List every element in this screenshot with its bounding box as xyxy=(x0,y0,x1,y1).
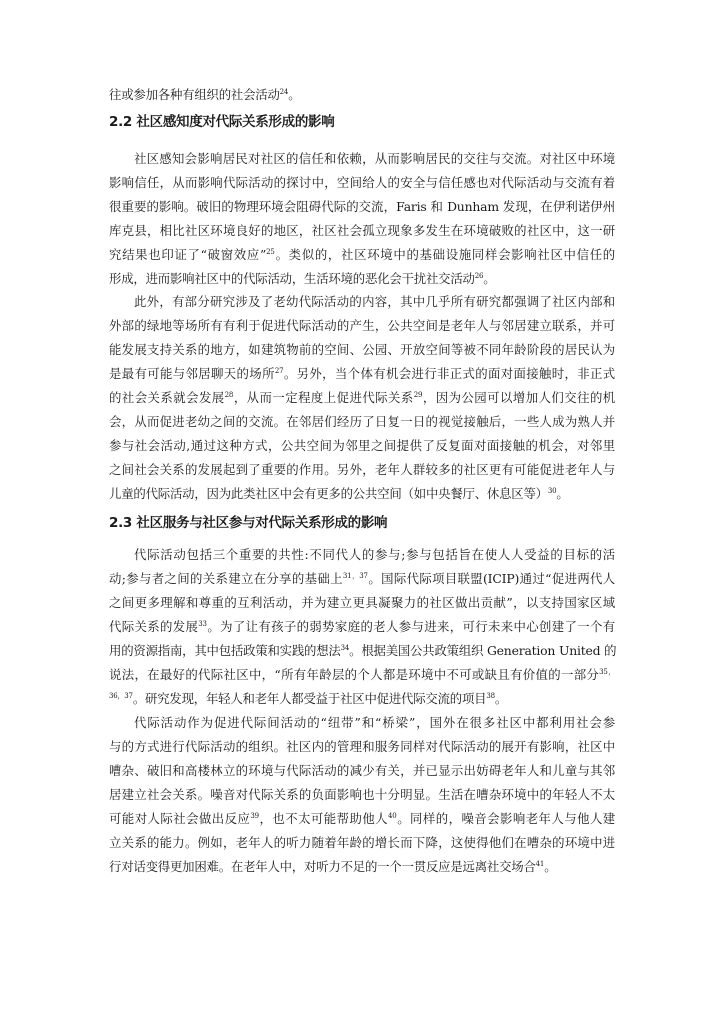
citation-ref: 26 xyxy=(474,272,484,280)
citation-ref: 41 xyxy=(535,860,545,868)
citation-ref: 25 xyxy=(266,248,275,256)
text-line: 儿童的代际活动，因为此类社区中会有更多的公共空间（如中央餐厅、休息区等）$^{30}$。 xyxy=(109,486,569,501)
text-line: 代际关系的发展$^{33}$。为了让有孩子的弱势家庭的老人参与进来，可行未来中心创建了一个有 xyxy=(109,619,615,634)
citation-ref: 39 xyxy=(250,812,259,820)
text-line: 社区感知会影响居民对社区的信任和依赖，从而影响居民的交往与交流。对社区中环境 xyxy=(134,151,615,166)
citation-ref: 31，37 xyxy=(342,572,368,580)
text-line: 参与社会活动,通过这种方式，公共空间为邻里之间提供了反复面对面接触的机会，对邻里 xyxy=(109,438,615,453)
text-line: 库克县，相比社区环境良好的地区，社区社会孤立现象多发生在环境破败的社区中，这一研 xyxy=(109,223,615,238)
text-line: $^{36,37}$。研究发现，年轻人和老年人都受益于社区中促进代际交流的项目$^{38}$。 xyxy=(109,691,508,706)
section-heading-2-3: 2.3 社区服务与社区参与对代际关系形成的影响 xyxy=(109,515,388,531)
text-line: 用的资源指南，其中包括政策和实践的想法$^{34}$。根据美国公共政策组织 Generation United 的 xyxy=(109,643,617,658)
text-line: 外部的绿地等场所有有利于促进代际活动的产生，公共空间是老年人与邻居建立联系，并可 xyxy=(109,318,615,333)
citation-ref: 34 xyxy=(340,644,350,652)
text-line: 之间更多理解和尊重的互利活动，并为建立更具凝聚力的社区做出贡献”，以支持国家区域 xyxy=(109,595,615,610)
citation-ref: 33 xyxy=(198,620,207,628)
text-line: 此外，有部分研究涉及了老幼代际活动的内容，其中几乎所有研究都强调了社区内部和 xyxy=(134,294,615,309)
text-line: 居建立社会关系。噪音对代际关系的负面影响也十分明显。生活在嘈杂环境中的年轻人不太 xyxy=(109,787,615,802)
text-line: 会，从而促进老幼之间的交流。在邻居们经历了日复一日的视觉接触后，一些人成为熟人并 xyxy=(109,414,615,429)
text-line: 嘈杂、破旧和高楼林立的环境与代际活动的减少有关，并已显示出妨碍老年人和儿童与其邻 xyxy=(109,763,615,778)
citation-ref: 24 xyxy=(279,88,289,96)
text-line: 的社会关系就会发展$^{28}$，从而一定程度上促进代际关系$^{29}$，因为公园可以增加人们交往的机 xyxy=(109,390,616,405)
text-line: 之间社会关系的发展起到了重要的作用。另外，老年人群较多的社区更有可能促进老年人与 xyxy=(109,462,615,477)
text-line: 动;参与者之间的关系建立在分享的基础上$^{31,37}$。国际代际项目联盟(ICIP)通过“促进两代人 xyxy=(109,571,615,586)
text-line: 与的方式进行代际活动的组织。社区内的管理和服务同样对代际活动的展开有影响，社区中 xyxy=(109,739,615,754)
text-line: 往或参加各种有组织的社会活动$^{24}$。 xyxy=(109,87,301,102)
text-line: 形成，进而影响社区中的代际活动，生活环境的恶化会干扰社交活动$^{26}$。 xyxy=(109,271,496,286)
text-line: 能发展支持关系的地方，如建筑物前的空间、公园、开放空间等被不同年龄阶段的居民认为 xyxy=(109,342,615,357)
text-line: 说法，在最好的代际社区中，“所有年龄层的个人都是环境中不可或缺且有价值的一部分$^{35,}$ xyxy=(109,667,615,682)
section-heading-2-2: 2.2 社区感知度对代际关系形成的影响 xyxy=(109,114,335,130)
text-line: 究结果也印证了“破窗效应”$^{25}$。类似的，社区环境中的基础设施同样会影响社区中信任的 xyxy=(109,247,615,262)
citation-ref: 35， xyxy=(599,668,615,676)
citation-ref: 29 xyxy=(413,391,423,399)
citation-ref: 36，37 xyxy=(109,692,133,700)
text-line: 代际活动包括三个重要的共性:不同代人的参与;参与包括旨在使人人受益的目标的活 xyxy=(134,547,615,562)
text-line: 立关系的能力。例如，老年人的听力随着年龄的增长而下降，这使得他们在嘈杂的环境中进 xyxy=(109,835,615,850)
citation-ref: 27 xyxy=(274,367,284,375)
text-line: 可能对人际社会做出反应$^{39}$，也不太可能帮助他人$^{40}$。同样的，噪音会影响老年人与他人建 xyxy=(109,811,615,826)
text-line: 代际活动作为促进代际间活动的“纽带”和“桥梁”，国外在很多社区中都利用社会参 xyxy=(134,715,615,730)
citation-ref: 40 xyxy=(388,812,397,820)
citation-ref: 28 xyxy=(224,391,234,399)
citation-ref: 38 xyxy=(486,692,495,700)
text-line: 是最有可能与邻居聊天的场所$^{27}$。另外，当个体有机会进行非正式的面对面接触时，非正式 xyxy=(109,366,615,381)
text-line: 影响信任，从而影响代际活动的探讨中，空间给人的安全与信任感也对代际活动与交流有着 xyxy=(109,175,615,190)
citation-ref: 30 xyxy=(547,487,557,495)
text-line: 行对话变得更加困难。在老年人中，对听力不足的一个一贯反应是远离社交场合$^{41}$。 xyxy=(109,859,557,874)
text-line: 很重要的影响。破旧的物理环境会阻碍代际的交流，Faris 和 Dunham 发现，在伊利诺伊州 xyxy=(109,199,615,214)
